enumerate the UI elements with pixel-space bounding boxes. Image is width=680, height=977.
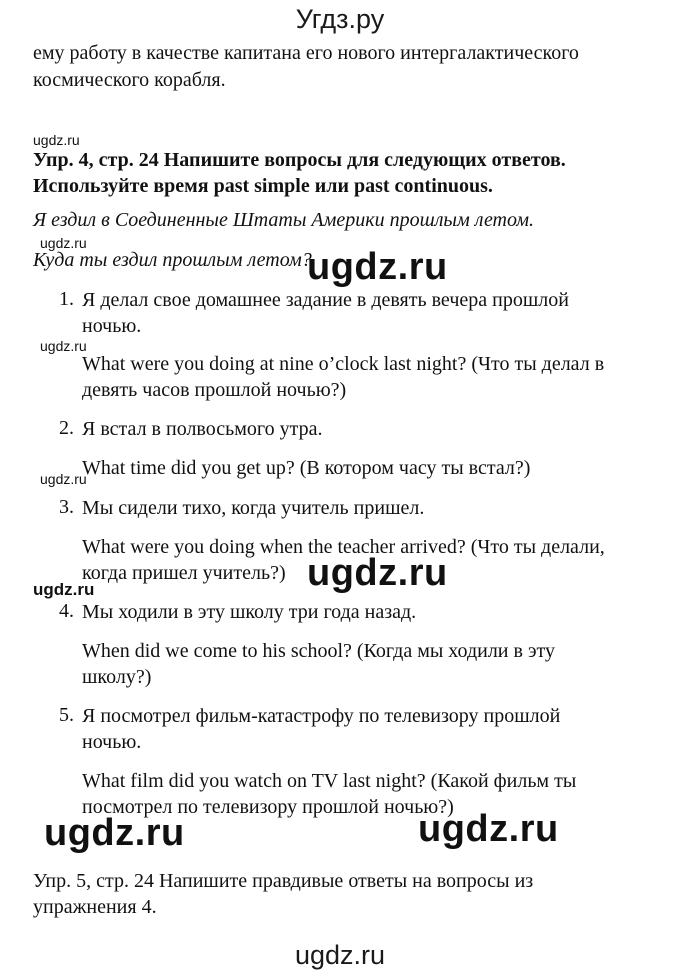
item-answer: ночью.	[82, 731, 142, 753]
item-question: посмотрел по телевизору прошлой ночью?)	[82, 796, 454, 818]
watermark: ugdz.ru	[40, 471, 87, 487]
item-question: What film did you watch on TV last night? (Какой фильм ты	[82, 770, 577, 792]
exercise4-heading: Используйте время past simple или past continuous.	[33, 175, 493, 197]
item-question: школу?)	[82, 666, 152, 688]
item-question: What time did you get up? (В котором часу ты встал?)	[82, 457, 531, 479]
item-question: девять часов прошлой ночью?)	[82, 379, 347, 401]
item-number: 5.	[59, 704, 74, 726]
exercise4-heading: Упр. 4, стр. 24 Напишите вопросы для следующих ответов.	[33, 149, 566, 171]
item-answer: Мы сидели тихо, когда учитель пришел.	[82, 497, 425, 519]
item-question: когда пришел учитель?)	[82, 562, 286, 584]
item-answer: Я посмотрел фильм-катастрофу по телевизору прошлой	[82, 705, 561, 727]
intro-line: ему работу в качестве капитана его нового интергалактического	[33, 42, 579, 64]
item-number: 3.	[59, 496, 74, 518]
intro-line: космического корабля.	[33, 69, 226, 91]
item-number: 2.	[59, 417, 74, 439]
footer-site-name: ugdz.ru	[294, 940, 386, 970]
exercise5-heading: упражнения 4.	[33, 896, 157, 918]
item-answer: ночью.	[82, 315, 142, 337]
item-question: When did we come to his school? (Когда мы ходили в эту	[82, 640, 556, 662]
watermark: ugdz.ru	[40, 338, 87, 354]
watermark: ugdz.ru	[33, 580, 95, 599]
watermark: ugdz.ru	[418, 808, 559, 850]
watermark: ugdz.ru	[40, 235, 87, 251]
watermark: ugdz.ru	[307, 246, 448, 288]
item-answer: Я делал свое домашнее задание в девять вечера прошлой	[82, 289, 569, 311]
exercise5-heading: Упр. 5, стр. 24 Напишите правдивые ответы на вопросы из	[33, 870, 534, 892]
item-question: What were you doing when the teacher arrived? (Что ты делали,	[82, 536, 605, 558]
item-question: What were you doing at nine o’clock last night? (Что ты делал в	[82, 353, 605, 375]
example-answer: Я ездил в Соединенные Штаты Америки прошлым летом.	[33, 209, 535, 231]
item-number: 4.	[59, 600, 74, 622]
watermark: ugdz.ru	[307, 552, 448, 594]
item-answer: Я встал в полвосьмого утра.	[82, 418, 323, 440]
site-title: Угдз.ру	[295, 4, 385, 34]
watermark: ugdz.ru	[33, 132, 80, 148]
watermark: ugdz.ru	[44, 812, 185, 854]
example-question: Куда ты ездил прошлым летом?	[33, 249, 312, 271]
item-number: 1.	[59, 288, 74, 310]
item-answer: Мы ходили в эту школу три года назад.	[82, 601, 417, 623]
